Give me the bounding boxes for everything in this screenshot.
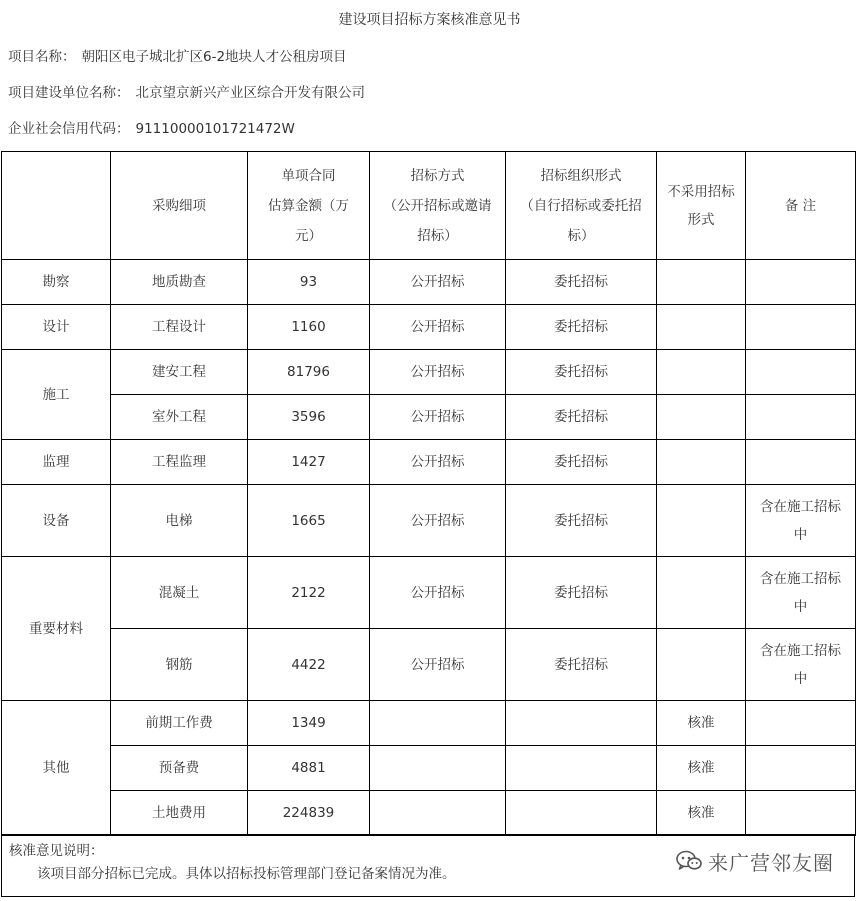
method-cell (370, 791, 506, 836)
table-row (2, 305, 856, 350)
builder-line (8, 83, 365, 103)
remarks-cell: 含在施工招标 中 (746, 629, 856, 701)
item-cell: 钢筋 (111, 629, 248, 701)
method-cell: 公开招标 (370, 557, 506, 629)
credit-code-label: 企业社会信用代码： (8, 121, 130, 137)
method-cell: 公开招标 (370, 305, 506, 350)
org-cell: 委托招标 (506, 440, 657, 485)
no-tender-cell (657, 485, 746, 557)
org-cell: 委托招标 (506, 629, 657, 701)
amount-cell: 81796 (248, 350, 370, 395)
remarks-cell (746, 395, 856, 440)
category-cell: 其他 (2, 701, 111, 836)
remarks-cell (746, 305, 856, 350)
category-cell: 监理 (2, 440, 111, 485)
header-category (2, 152, 111, 260)
amount-cell: 3596 (248, 395, 370, 440)
item-cell: 混凝土 (111, 557, 248, 629)
method-cell: 公开招标 (370, 629, 506, 701)
item-cell: 工程设计 (111, 305, 248, 350)
table-row (2, 746, 856, 791)
no-tender-cell (657, 305, 746, 350)
header-no-tender: 不采用招标 形式 (657, 152, 746, 260)
table-row (2, 791, 856, 836)
builder-label: 项目建设单位名称： (8, 85, 130, 101)
header-remarks: 备 注 (746, 152, 856, 260)
remarks-cell: 含在施工招标 中 (746, 557, 856, 629)
category-cell: 施工 (2, 350, 111, 440)
item-cell: 前期工作费 (111, 701, 248, 746)
table-row (2, 485, 856, 557)
org-cell: 委托招标 (506, 350, 657, 395)
remarks-cell (746, 746, 856, 791)
remarks-cell (746, 701, 856, 746)
header-method: 招标方式 （公开招标或邀请 招标） (370, 152, 506, 260)
approval-note-label: 核准意见说明： (9, 843, 104, 859)
no-tender-cell (657, 350, 746, 395)
remarks-cell (746, 791, 856, 836)
document-title: 建设项目招标方案核准意见书 (338, 12, 521, 28)
table-row (2, 395, 856, 440)
no-tender-cell: 核准 (657, 791, 746, 836)
category-cell: 勘察 (2, 260, 111, 305)
remarks-cell (746, 350, 856, 395)
project-name-label: 项目名称： (8, 49, 76, 65)
amount-cell: 4881 (248, 746, 370, 791)
project-name-line (8, 47, 347, 67)
no-tender-cell (657, 440, 746, 485)
remarks-cell (746, 260, 856, 305)
amount-cell: 4422 (248, 629, 370, 701)
watermark (676, 846, 834, 876)
tender-table (1, 151, 856, 836)
method-cell: 公开招标 (370, 260, 506, 305)
method-cell: 公开招标 (370, 395, 506, 440)
no-tender-cell: 核准 (657, 746, 746, 791)
watermark-text: 来广营邻友圈 (708, 850, 834, 875)
credit-code-line (8, 119, 295, 139)
amount-cell: 93 (248, 260, 370, 305)
item-cell: 室外工程 (111, 395, 248, 440)
table-row (2, 701, 856, 746)
category-cell: 设计 (2, 305, 111, 350)
remarks-cell: 含在施工招标 中 (746, 485, 856, 557)
method-cell (370, 701, 506, 746)
table-row (2, 629, 856, 701)
table-row (2, 260, 856, 305)
table-row (2, 440, 856, 485)
wechat-icon (676, 850, 702, 872)
remarks-cell (746, 440, 856, 485)
approval-note-text: 该项目部分招标已完成。具体以招标投标管理部门登记备案情况为准。 (37, 866, 456, 882)
category-cell: 设备 (2, 485, 111, 557)
org-cell: 委托招标 (506, 485, 657, 557)
org-cell: 委托招标 (506, 557, 657, 629)
table-row (2, 350, 856, 395)
amount-cell: 1665 (248, 485, 370, 557)
org-cell: 委托招标 (506, 305, 657, 350)
no-tender-cell (657, 557, 746, 629)
amount-cell: 2122 (248, 557, 370, 629)
category-cell: 重要材料 (2, 557, 111, 701)
method-cell: 公开招标 (370, 350, 506, 395)
no-tender-cell: 核准 (657, 701, 746, 746)
amount-cell: 1349 (248, 701, 370, 746)
no-tender-cell (657, 395, 746, 440)
org-cell: 委托招标 (506, 260, 657, 305)
amount-cell: 224839 (248, 791, 370, 836)
project-name-value: 朝阳区电子城北扩区6-2地块人才公租房项目 (81, 49, 347, 65)
org-cell: 委托招标 (506, 395, 657, 440)
item-cell: 预备费 (111, 746, 248, 791)
item-cell: 土地费用 (111, 791, 248, 836)
builder-value: 北京望京新兴产业区综合开发有限公司 (135, 85, 365, 101)
header-amount: 单项合同 估算金额（万 元） (248, 152, 370, 260)
item-cell: 电梯 (111, 485, 248, 557)
no-tender-cell (657, 629, 746, 701)
credit-code-value: 91110000101721472W (135, 121, 295, 137)
method-cell: 公开招标 (370, 440, 506, 485)
no-tender-cell (657, 260, 746, 305)
item-cell: 地质勘查 (111, 260, 248, 305)
amount-cell: 1427 (248, 440, 370, 485)
table-header-row (2, 152, 856, 260)
header-org: 招标组织形式 （自行招标或委托招 标） (506, 152, 657, 260)
amount-cell: 1160 (248, 305, 370, 350)
org-cell (506, 746, 657, 791)
org-cell (506, 791, 657, 836)
method-cell (370, 746, 506, 791)
table-row (2, 557, 856, 629)
item-cell: 工程监理 (111, 440, 248, 485)
method-cell: 公开招标 (370, 485, 506, 557)
org-cell (506, 701, 657, 746)
item-cell: 建安工程 (111, 350, 248, 395)
header-item: 采购细项 (111, 152, 248, 260)
